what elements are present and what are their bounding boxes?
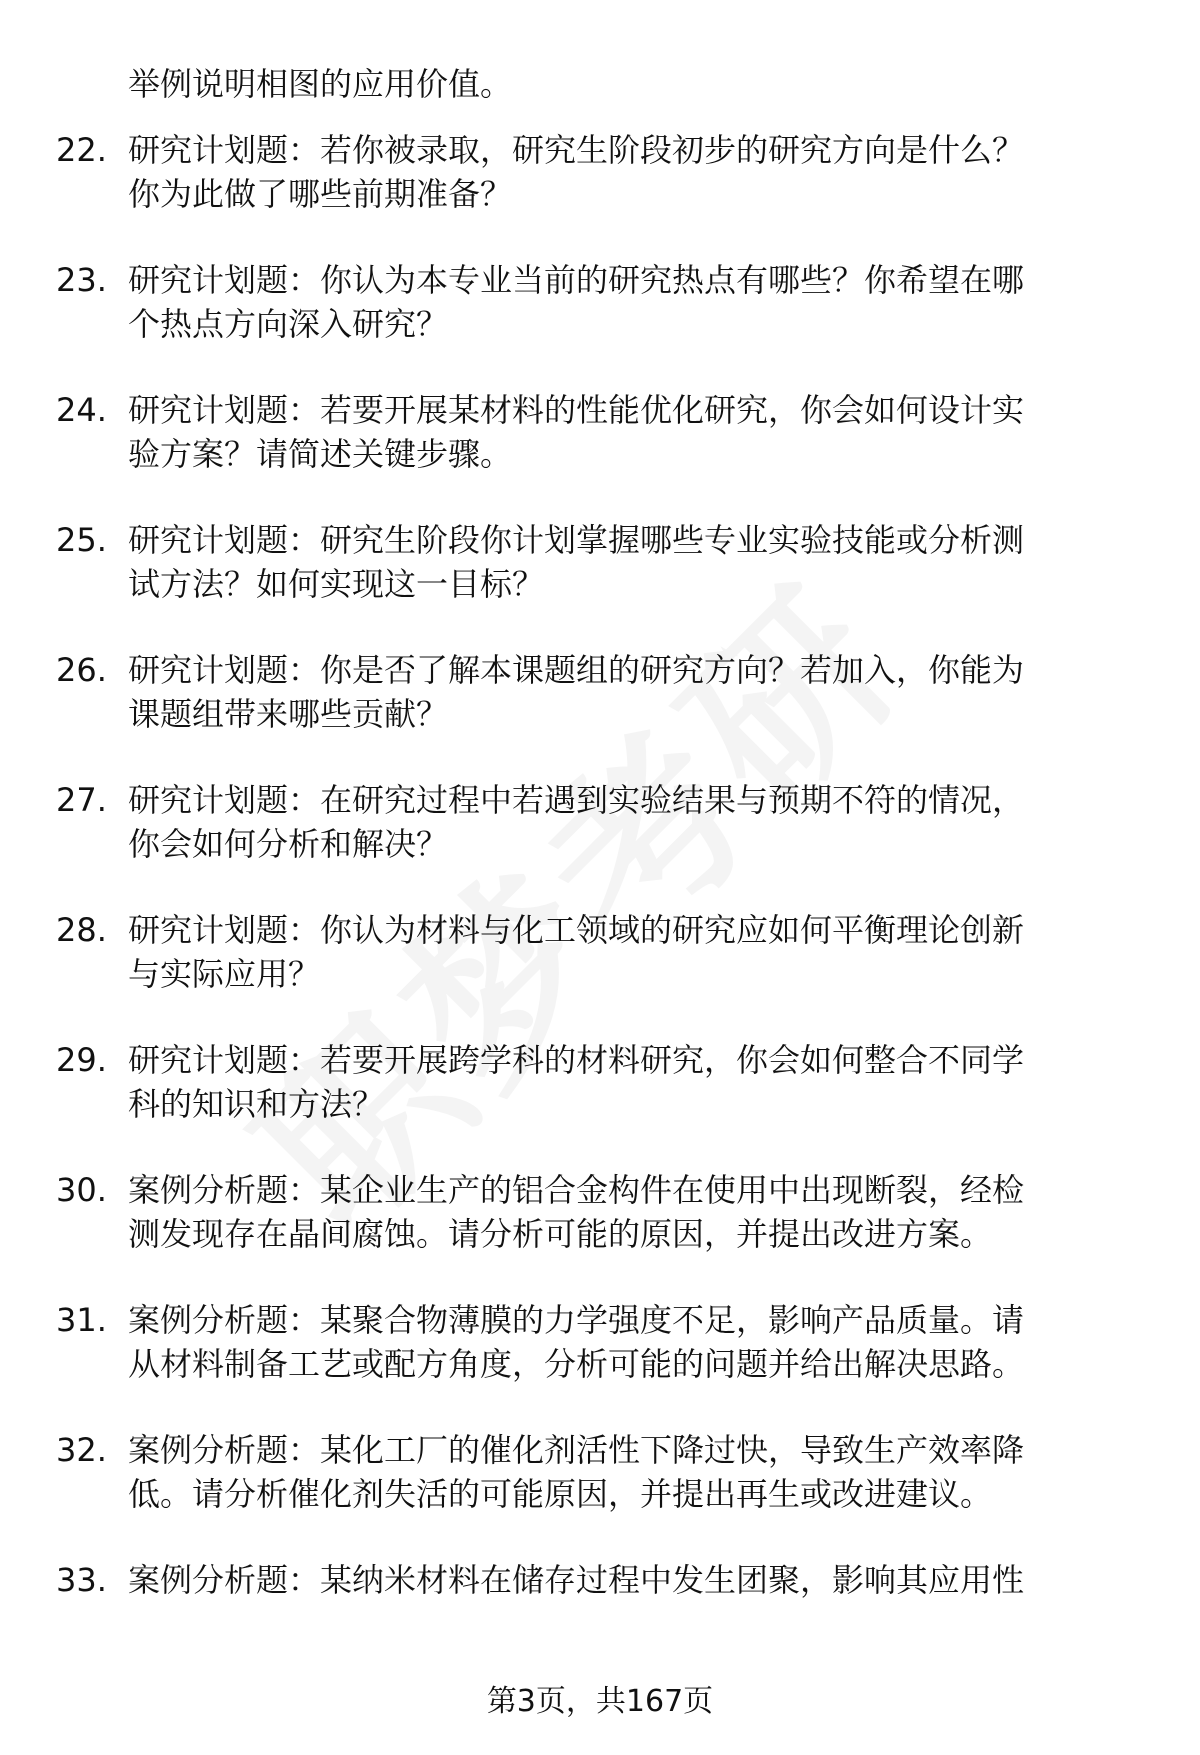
question-number: 22.	[56, 131, 107, 169]
question-line: 你为此做了哪些前期准备？	[128, 175, 513, 213]
question-line: 科的知识和方法？	[128, 1085, 385, 1123]
question-text	[128, 1298, 1138, 1386]
question-text	[128, 258, 1138, 346]
question-line: 低。请分析催化剂失活的可能原因，并提出再生或改进建议。	[128, 1475, 993, 1513]
continuation-line: 举例说明相图的应用价值。	[128, 65, 513, 103]
question-number: 27.	[56, 781, 107, 819]
question-line: 验方案？请简述关键步骤。	[128, 435, 513, 473]
question-text	[128, 1168, 1138, 1256]
watermark	[191, 517, 950, 1276]
question-text	[128, 1558, 1138, 1602]
question-line: 案例分析题：某纳米材料在储存过程中发生团聚，影响其应用性	[128, 1561, 1025, 1599]
question-line: 试方法？如何实现这一目标？	[128, 565, 545, 603]
question-line: 与实际应用？	[128, 955, 321, 993]
question-line: 案例分析题：某化工厂的催化剂活性下降过快，导致生产效率降	[128, 1431, 1025, 1469]
question-line: 研究计划题：你认为本专业当前的研究热点有哪些？你希望在哪	[128, 261, 1025, 299]
question-text	[128, 518, 1138, 606]
question-text	[128, 908, 1138, 996]
question-line: 研究计划题：若要开展跨学科的材料研究，你会如何整合不同学	[128, 1041, 1025, 1079]
page-footer: 第3页，共167页	[486, 1684, 714, 1719]
question-line: 研究计划题：研究生阶段你计划掌握哪些专业实验技能或分析测	[128, 521, 1025, 559]
question-line: 案例分析题：某聚合物薄膜的力学强度不足，影响产品质量。请	[128, 1301, 1025, 1339]
question-line: 研究计划题：在研究过程中若遇到实验结果与预期不符的情况，	[128, 781, 1025, 819]
question-line: 研究计划题：若你被录取，研究生阶段初步的研究方向是什么？	[128, 131, 1025, 169]
question-number: 32.	[56, 1431, 107, 1469]
question-text	[128, 1038, 1138, 1126]
question-line: 测发现存在晶间腐蚀。请分析可能的原因，并提出改进方案。	[128, 1215, 993, 1253]
question-text	[128, 1428, 1138, 1516]
question-text	[128, 388, 1138, 476]
question-line: 案例分析题：某企业生产的铝合金构件在使用中出现断裂，经检	[128, 1171, 1025, 1209]
question-text	[128, 128, 1138, 216]
question-line: 研究计划题：你认为材料与化工领域的研究应如何平衡理论创新	[128, 911, 1025, 949]
question-text	[128, 778, 1138, 866]
question-line: 个热点方向深入研究？	[128, 305, 449, 343]
question-number: 26.	[56, 651, 107, 689]
question-number: 28.	[56, 911, 107, 949]
question-number: 29.	[56, 1041, 107, 1079]
question-text	[128, 648, 1138, 736]
question-line: 从材料制备工艺或配方角度，分析可能的问题并给出解决思路。	[128, 1345, 1025, 1383]
question-number: 25.	[56, 521, 107, 559]
question-number: 31.	[56, 1301, 107, 1339]
question-line: 你会如何分析和解决？	[128, 825, 449, 863]
question-line: 研究计划题：若要开展某材料的性能优化研究，你会如何设计实	[128, 391, 1025, 429]
question-number: 33.	[56, 1561, 107, 1599]
question-number: 23.	[56, 261, 107, 299]
question-line: 课题组带来哪些贡献？	[128, 695, 449, 733]
question-number: 30.	[56, 1171, 107, 1209]
question-number: 24.	[56, 391, 107, 429]
question-line: 研究计划题：你是否了解本课题组的研究方向？若加入，你能为	[128, 651, 1025, 689]
